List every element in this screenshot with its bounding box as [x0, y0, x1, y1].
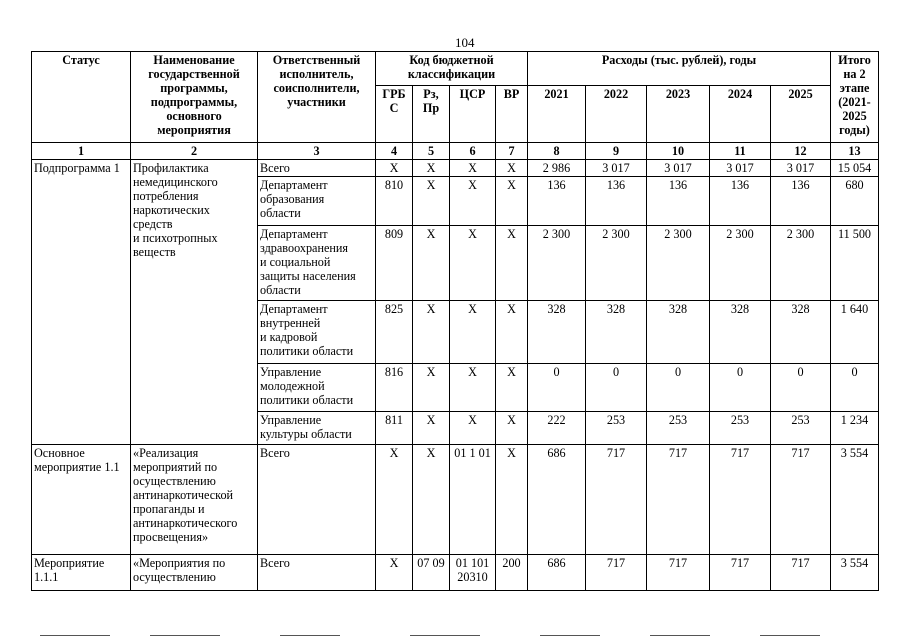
col-num: 1: [32, 143, 131, 160]
value-total: 3 554: [831, 555, 879, 591]
value-2023: 717: [647, 555, 710, 591]
value-2023: 3 017: [647, 160, 710, 177]
value-2025: 717: [771, 555, 831, 591]
value-total: 0: [831, 364, 879, 412]
value-total: 1 234: [831, 412, 879, 445]
header-name: Наименование государственной программы, подпрограммы, основного мероприятия: [131, 52, 258, 143]
grbs-cell: 825: [376, 301, 413, 364]
value-2024: 0: [710, 364, 771, 412]
value-2021: 2 986: [528, 160, 586, 177]
scan-dash: [540, 635, 600, 636]
rzpr-cell: X: [413, 364, 450, 412]
col-num: 4: [376, 143, 413, 160]
header-total: Итого на 2 этапе (2021- 2025 годы): [831, 52, 879, 143]
csr-cell: X: [450, 364, 496, 412]
value-2021: 222: [528, 412, 586, 445]
value-2022: 717: [586, 445, 647, 555]
value-2025: 328: [771, 301, 831, 364]
value-2023: 717: [647, 445, 710, 555]
vr-cell: X: [496, 412, 528, 445]
executor-cell: Всего: [258, 555, 376, 591]
name-cell: «Реализация мероприятий по осуществлению антинаркотической пропаганды и антинаркотического просвещения»: [131, 445, 258, 555]
value-2022: 253: [586, 412, 647, 445]
header-2022: 2022: [586, 86, 647, 143]
grbs-cell: X: [376, 555, 413, 591]
header-2021: 2021: [528, 86, 586, 143]
header-csr: ЦСР: [450, 86, 496, 143]
header-2023: 2023: [647, 86, 710, 143]
table-row: [32, 555, 879, 591]
value-2024: 2 300: [710, 226, 771, 301]
scan-dash: [280, 635, 340, 636]
value-2024: 253: [710, 412, 771, 445]
value-2024: 717: [710, 555, 771, 591]
scan-dash: [650, 635, 710, 636]
col-num: 11: [710, 143, 771, 160]
header-2024: 2024: [710, 86, 771, 143]
scan-dash: [40, 635, 110, 636]
value-2024: 717: [710, 445, 771, 555]
grbs-cell: 810: [376, 177, 413, 226]
grbs-cell: 816: [376, 364, 413, 412]
page-number: 104: [455, 35, 475, 50]
col-num: 12: [771, 143, 831, 160]
csr-cell: 01 101 20310: [450, 555, 496, 591]
value-total: 15 054: [831, 160, 879, 177]
value-2025: 3 017: [771, 160, 831, 177]
rzpr-cell: X: [413, 445, 450, 555]
col-num: 10: [647, 143, 710, 160]
value-2022: 328: [586, 301, 647, 364]
value-2024: 136: [710, 177, 771, 226]
executor-cell: Всего: [258, 160, 376, 177]
executor-cell: Департамент здравоохранения и социальной защиты населения области: [258, 226, 376, 301]
header-row-1: [32, 52, 879, 86]
value-total: 1 640: [831, 301, 879, 364]
value-2022: 717: [586, 555, 647, 591]
rzpr-cell: X: [413, 177, 450, 226]
status-cell: Мероприятие 1.1.1: [32, 555, 131, 591]
status-cell: Основное мероприятие 1.1: [32, 445, 131, 555]
csr-cell: X: [450, 301, 496, 364]
rzpr-cell: X: [413, 301, 450, 364]
rzpr-cell: X: [413, 160, 450, 177]
value-2023: 328: [647, 301, 710, 364]
header-vr: ВР: [496, 86, 528, 143]
value-2022: 2 300: [586, 226, 647, 301]
value-2022: 3 017: [586, 160, 647, 177]
column-numbers-row: [32, 143, 879, 160]
table-row: [32, 445, 879, 555]
header-expenses: Расходы (тыс. рублей), годы: [528, 52, 831, 86]
vr-cell: X: [496, 301, 528, 364]
value-total: 3 554: [831, 445, 879, 555]
value-2025: 136: [771, 177, 831, 226]
scan-dash: [410, 635, 480, 636]
col-num: 13: [831, 143, 879, 160]
rzpr-cell: X: [413, 226, 450, 301]
table-row: [32, 160, 879, 177]
vr-cell: X: [496, 160, 528, 177]
value-2024: 3 017: [710, 160, 771, 177]
header-grbs: ГРБ С: [376, 86, 413, 143]
budget-table: [31, 51, 879, 591]
col-num: 5: [413, 143, 450, 160]
csr-cell: X: [450, 177, 496, 226]
csr-cell: 01 1 01: [450, 445, 496, 555]
header-2025: 2025: [771, 86, 831, 143]
col-num: 8: [528, 143, 586, 160]
scan-dash: [150, 635, 220, 636]
grbs-cell: 811: [376, 412, 413, 445]
value-2025: 253: [771, 412, 831, 445]
executor-cell: Управление молодежной политики области: [258, 364, 376, 412]
grbs-cell: X: [376, 445, 413, 555]
vr-cell: X: [496, 226, 528, 301]
value-2025: 2 300: [771, 226, 831, 301]
csr-cell: X: [450, 160, 496, 177]
value-2021: 2 300: [528, 226, 586, 301]
value-2021: 0: [528, 364, 586, 412]
csr-cell: X: [450, 226, 496, 301]
vr-cell: X: [496, 364, 528, 412]
header-executor: Ответственный исполнитель, соисполнители, участники: [258, 52, 376, 143]
scan-dash: [760, 635, 820, 636]
value-total: 11 500: [831, 226, 879, 301]
executor-cell: Департамент образования области: [258, 177, 376, 226]
value-2025: 0: [771, 364, 831, 412]
value-2021: 686: [528, 555, 586, 591]
col-num: 2: [131, 143, 258, 160]
value-2022: 136: [586, 177, 647, 226]
grbs-cell: 809: [376, 226, 413, 301]
rzpr-cell: X: [413, 412, 450, 445]
executor-cell: Департамент внутренней и кадровой политики области: [258, 301, 376, 364]
grbs-cell: X: [376, 160, 413, 177]
col-num: 6: [450, 143, 496, 160]
value-total: 680: [831, 177, 879, 226]
col-num: 3: [258, 143, 376, 160]
header-rzpr: Рз, Пр: [413, 86, 450, 143]
value-2022: 0: [586, 364, 647, 412]
value-2021: 136: [528, 177, 586, 226]
vr-cell: X: [496, 445, 528, 555]
value-2021: 328: [528, 301, 586, 364]
value-2023: 253: [647, 412, 710, 445]
value-2025: 717: [771, 445, 831, 555]
value-2021: 686: [528, 445, 586, 555]
col-num: 9: [586, 143, 647, 160]
header-status: Статус: [32, 52, 131, 143]
value-2024: 328: [710, 301, 771, 364]
col-num: 7: [496, 143, 528, 160]
vr-cell: X: [496, 177, 528, 226]
name-cell: «Мероприятия по осуществлению: [131, 555, 258, 591]
executor-cell: Управление культуры области: [258, 412, 376, 445]
value-2023: 136: [647, 177, 710, 226]
value-2023: 2 300: [647, 226, 710, 301]
vr-cell: 200: [496, 555, 528, 591]
value-2023: 0: [647, 364, 710, 412]
rzpr-cell: 07 09: [413, 555, 450, 591]
status-cell: Подпрограмма 1: [32, 160, 131, 445]
name-cell: Профилактика немедицинского потребления наркотических средств и психотропных веществ: [131, 160, 258, 445]
executor-cell: Всего: [258, 445, 376, 555]
header-budget-code: Код бюджетной классификации: [376, 52, 528, 86]
csr-cell: X: [450, 412, 496, 445]
